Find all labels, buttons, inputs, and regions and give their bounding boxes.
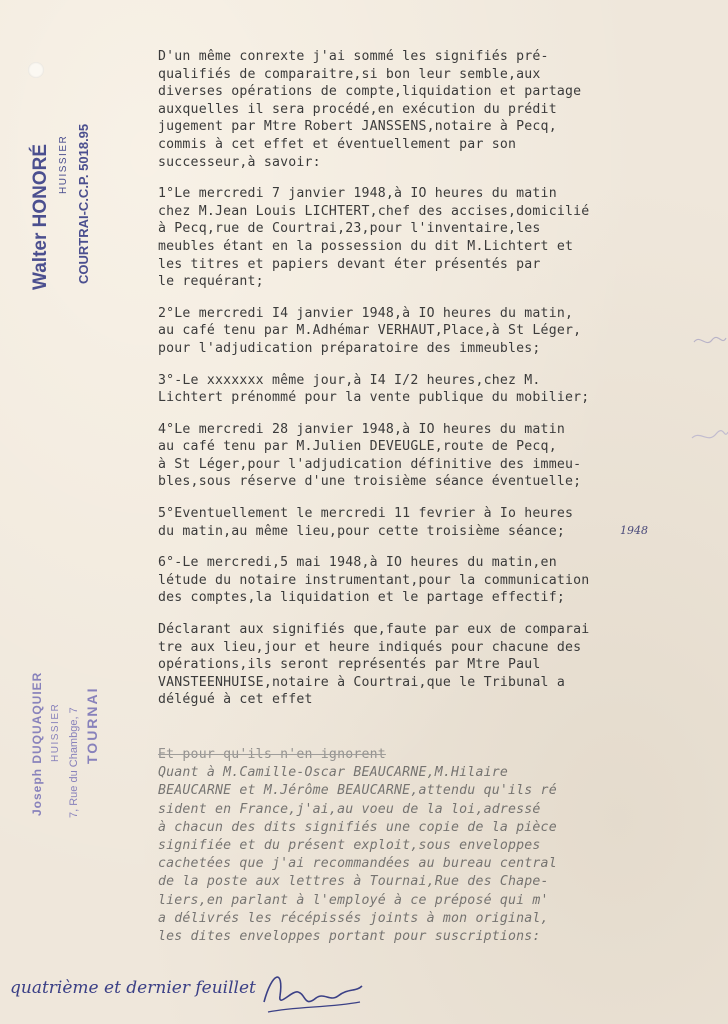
paragraph-item-4 bbox=[158, 421, 726, 491]
paragraph-intro bbox=[158, 48, 726, 171]
text-line: pour l'adjudication préparatoire des immeubles; bbox=[158, 340, 541, 356]
paragraph-notification bbox=[158, 746, 726, 946]
text-line: 3°-Le xxxxxxx même jour,à I4 I/2 heures,chez M. bbox=[158, 372, 541, 388]
handwritten-year-note: 1948 bbox=[620, 524, 648, 537]
text-line: bles,sous réserve d'une troisième séance éventuelle; bbox=[158, 474, 582, 490]
text-line: BEAUCARNE et M.Jérôme BEAUCARNE,attendu qu'ils ré bbox=[158, 783, 557, 799]
text-line: jugement par Mtre Robert JANSSENS,notaire à Pecq, bbox=[158, 119, 557, 135]
text-line: 4°Le mercredi 28 janvier 1948,à IO heures du matin bbox=[158, 421, 565, 437]
text-line: 5°Eventuellement le mercredi 11 fevrier à Io heures bbox=[158, 506, 574, 522]
margin-scribble-icon bbox=[690, 330, 728, 450]
text-line: a délivrés les récépissés joints à mon original, bbox=[158, 910, 549, 926]
text-line: chez M.Jean Louis LICHTERT,chef des accises,domicilié bbox=[158, 203, 590, 219]
paragraph-item-1 bbox=[158, 185, 726, 291]
text-line: du matin,au même lieu,pour cette troisième séance; bbox=[158, 523, 565, 539]
signature-icon bbox=[258, 962, 368, 1020]
text-line: au café tenu par M.Julien DEVEUGLE,route de Pecq, bbox=[158, 439, 557, 455]
text-line: 6°-Le mercredi,5 mai 1948,à IO heures du matin,en bbox=[158, 555, 557, 571]
stamp-top-role: HUISSIER bbox=[58, 134, 69, 194]
struck-line: Et pour qu'ils n'en ignorent bbox=[158, 747, 386, 762]
text-line: le requérant; bbox=[158, 274, 264, 290]
text-line: commis à cet effet et éventuellement par son bbox=[158, 136, 517, 152]
text-line: délégué à cet effet bbox=[158, 692, 313, 708]
text-line: VANSTEENHUISE,notaire à Courtrai,que le Tribunal a bbox=[158, 674, 565, 690]
text-line: successeur,à savoir: bbox=[158, 154, 321, 170]
text-line: Lichtert prénommé pour la vente publique du mobilier; bbox=[158, 390, 590, 406]
paragraph-item-6 bbox=[158, 554, 726, 607]
text-line: qualifiés de comparaitre,si bon leur semble,aux bbox=[158, 66, 541, 82]
handwritten-footer-note: quatrième et dernier feuillet bbox=[10, 978, 256, 998]
text-line: Quant à M.Camille-Oscar BEAUCARNE,M.Hilaire bbox=[158, 765, 509, 781]
paragraph-item-2 bbox=[158, 305, 726, 358]
text-line: les dites enveloppes portant pour suscriptions: bbox=[158, 929, 541, 945]
text-line: cachetées que j'ai recommandées au bureau central bbox=[158, 856, 557, 872]
bailiff-stamp-left bbox=[28, 594, 118, 824]
text-line: signifiée et du présent exploit,sous enveloppes bbox=[158, 838, 541, 854]
text-line: opérations,ils seront représentés par Mtre Paul bbox=[158, 657, 541, 673]
stamp-top-name: Walter HONORÉ bbox=[30, 143, 51, 290]
paragraph-declaration bbox=[158, 621, 726, 709]
typed-body bbox=[158, 48, 726, 723]
text-line: les titres et papiers devant éter présentés par bbox=[158, 256, 541, 272]
text-line: à St Léger,pour l'adjudication définitive des immeu- bbox=[158, 456, 582, 472]
text-line: à chacun des dits signifiés une copie de la pièce bbox=[158, 819, 557, 835]
text-line: auxquelles il sera procédé,en exécution du prédit bbox=[158, 101, 557, 117]
stamp-left-city: TOURNAI bbox=[84, 686, 100, 764]
stamp-top-city: COURTRAI-C.C.P. 5018.95 bbox=[76, 123, 91, 284]
text-line: tre aux lieu,jour et heure indiqués pour chacune des bbox=[158, 639, 582, 655]
stamp-left-address: 7, Rue du Chambge, 7 bbox=[68, 707, 80, 818]
text-line: liers,en parlant à l'employé à ce préposé qui m' bbox=[158, 892, 549, 908]
text-line: D'un même conrexte j'ai sommé les signifiés pré- bbox=[158, 49, 549, 64]
text-line: diverses opérations de compte,liquidation et partage bbox=[158, 84, 582, 100]
text-line: sident en France,j'ai,au voeu de la loi,adressé bbox=[158, 801, 541, 817]
stamp-left-role: HUISSIER bbox=[50, 702, 61, 762]
stamp-left-name: Joseph DUQUAQUIER bbox=[30, 671, 44, 816]
paragraph-item-3 bbox=[158, 372, 726, 407]
text-line: à Pecq,rue de Courtrai,23,pour l'inventaire,les bbox=[158, 221, 541, 237]
text-line: 1°Le mercredi 7 janvier 1948,à IO heures du matin bbox=[158, 186, 557, 202]
text-line: au café tenu par M.Adhémar VERHAUT,Place,à St Léger, bbox=[158, 323, 582, 339]
text-line: 2°Le mercredi I4 janvier 1948,à IO heures du matin, bbox=[158, 305, 574, 321]
text-line: de la poste aux lettres à Tournai,Rue des Chape- bbox=[158, 874, 549, 890]
text-line: des comptes,la liquidation et le partage effectif; bbox=[158, 590, 565, 606]
bailiff-stamp-top bbox=[30, 60, 140, 290]
text-line: Déclarant aux signifiés que,faute par eux de comparai bbox=[158, 622, 590, 638]
text-line: létude du notaire instrumentant,pour la communication bbox=[158, 572, 590, 588]
text-line: meubles étant en la possession du dit M.Lichtert et bbox=[158, 238, 574, 254]
